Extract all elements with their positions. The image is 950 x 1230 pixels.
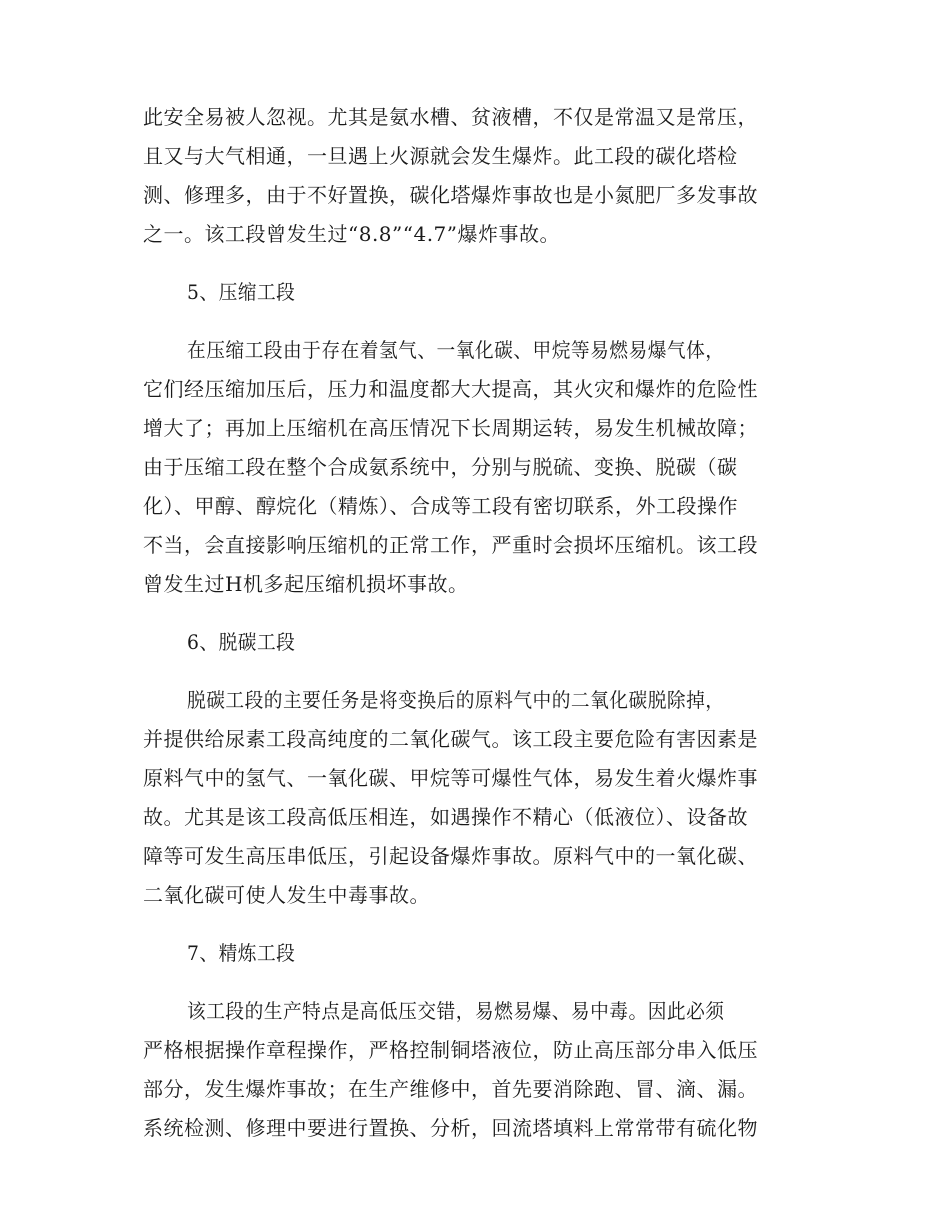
text-line: 部分，发生爆炸事故；在生产维修中，首先要消除跑、冒、滴、漏。 <box>143 1077 758 1101</box>
section-heading-decarbonization: 6、脱碳工段 <box>187 630 296 654</box>
text-line: 障等可发生高压串低压，引起设备爆炸事故。原料气中的一氧化碳、 <box>143 844 758 868</box>
text-line: 之一。该工段曾发生过“8.8”“4.7”爆炸事故。 <box>143 222 561 246</box>
text-line: 测、修理多，由于不好置换，碳化塔爆炸事故也是小氮肥厂多发事故 <box>143 183 758 207</box>
text-line: 并提供给尿素工段高纯度的二氧化碳气。该工段主要危险有害因素是 <box>143 727 758 751</box>
text-line: 不当，会直接影响压缩机的正常工作，严重时会损坏压缩机。该工段 <box>143 533 758 557</box>
text-line: 系统检测、修理中要进行置换、分析，回流塔填料上常常带有硫化物 <box>143 1116 758 1140</box>
text-line: 严格根据操作章程操作，严格控制铜塔液位，防止高压部分串入低压 <box>143 1038 758 1062</box>
text-line: 化）、甲醇、醇烷化（精炼）、合成等工段有密切联系，外工段操作 <box>143 494 738 518</box>
section-heading-compression: 5、压缩工段 <box>187 280 296 304</box>
text-line: 原料气中的氢气、一氧化碳、甲烷等可爆性气体，易发生着火爆炸事 <box>143 766 758 790</box>
text-line: 由于压缩工段在整个合成氨系统中，分别与脱硫、变换、脱碳（碳 <box>143 455 738 479</box>
text-line: 在压缩工段由于存在着氢气、一氧化碳、甲烷等易燃易爆气体， <box>187 338 725 362</box>
text-line: 该工段的生产特点是高低压交错，易燃易爆、易中毒。因此必须 <box>187 999 725 1023</box>
text-line: 脱碳工段的主要任务是将变换后的原料气中的二氧化碳脱除掉， <box>187 688 725 712</box>
text-line: 二氧化碳可使人发生中毒事故。 <box>143 883 430 907</box>
text-line: 它们经压缩加压后，压力和温度都大大提高，其火灾和爆炸的危险性 <box>143 377 758 401</box>
section-heading-refining: 7、精炼工段 <box>187 941 296 965</box>
text-line: 曾发生过H机多起压缩机损坏事故。 <box>143 572 469 596</box>
text-line: 增大了；再加上压缩机在高压情况下长周期运转，易发生机械故障； <box>143 416 758 440</box>
text-line: 此安全易被人忽视。尤其是氨水槽、贫液槽，不仅是常温又是常压， <box>143 105 758 129</box>
text-line: 且又与大气相通，一旦遇上火源就会发生爆炸。此工段的碳化塔检 <box>143 144 738 168</box>
text-line: 故。尤其是该工段高低压相连，如遇操作不精心（低液位）、设备故 <box>143 805 748 829</box>
